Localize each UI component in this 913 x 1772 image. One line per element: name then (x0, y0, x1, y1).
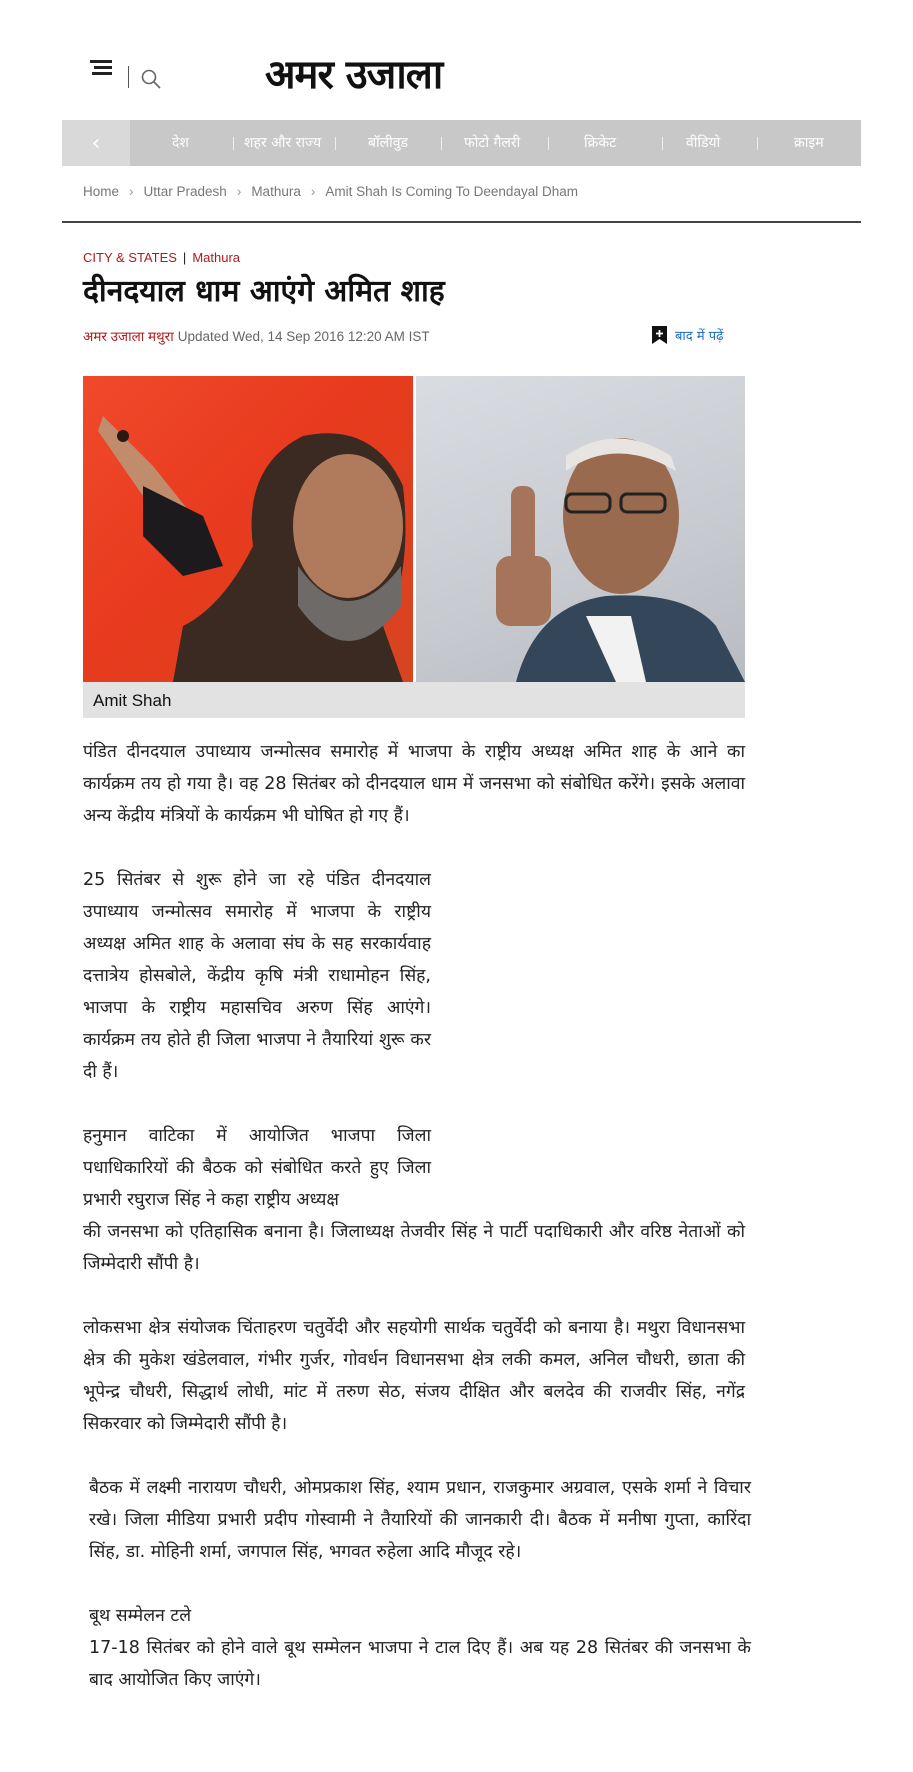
image-left-photo (83, 376, 413, 682)
subcategory-link[interactable]: Mathura (192, 250, 241, 265)
site-header (0, 0, 913, 120)
breadcrumb-separator: › (236, 184, 242, 199)
breadcrumb-city[interactable]: Mathura (251, 184, 301, 199)
article-byline (83, 327, 430, 345)
breadcrumb-state[interactable]: Uttar Pradesh (143, 184, 227, 199)
image-right-photo (416, 376, 745, 682)
header-divider (128, 66, 129, 88)
breadcrumb-current: Amit Shah Is Coming To Deendayal Dham (325, 184, 578, 199)
article-source[interactable]: अमर उजाला मथुरा (83, 329, 174, 344)
image-caption-text: Amit Shah (93, 691, 172, 710)
read-later-label: बाद में पढ़ें (675, 329, 724, 344)
nav-item-photo-gallery[interactable]: फोटो गैलरी (464, 135, 521, 151)
nav-separator (548, 137, 549, 150)
category-nav (62, 120, 861, 166)
bookmark-icon (652, 326, 667, 344)
article-paragraph: हनुमान वाटिका में आयोजित भाजपा जिला पधाधिकारियों की बैठक को संबोधित करते हुए जिला प्रभारी रघुराज सिंह ने कहा राष्ट्रीय अध्यक्ष (83, 1126, 431, 1210)
article-paragraph: लोकसभा क्षेत्र संयोजक चिंताहरण चतुर्वेदी और सहयोगी सार्थक चतुर्वेदी को बनाया है। मथुरा विधानसभा क्षेत्र की मुकेश खंडेलवाल, गंभीर गुर्जर, गोवर्धन विधानसभा क्षेत्र लकी कमल, अनिल चौधरी, छाता की भूपेन्द्र चौधरी, सिद्धार्थ लोधी, मांट में तरुण सेठ, संजय दीक्षित और बलदेव की राजवीर सिंह, नगेंद्र सिकरवार को जिम्मेदारी सौंपी है। (83, 1318, 745, 1434)
article-paragraph: 25 सितंबर से शुरू होने जा रहे पंडित दीनदयाल उपाध्याय जन्मोत्सव समारोह में भाजपा के राष्ट्रीय अध्यक्ष अमित शाह के अलावा संघ के सह सरकार्यवाह दत्तात्रेय होसबोले, केंद्रीय कृषि मंत्री राधामोहन सिंह, भाजपा के राष्ट्रीय महासचिव अरुण सिंह आएंगे। कार्यक्रम तय होते ही जिला भाजपा ने तैयारियां शुरू कर दी हैं। (83, 870, 431, 1082)
image-caption (83, 682, 745, 718)
category-separator: | (182, 250, 187, 265)
article-paragraph: की जनसभा को एतिहासिक बनाना है। जिलाध्यक्ष तेजवीर सिंह ने पार्टी पदाधिकारी और वरिष्ठ नेताओं को जिम्मेदारी सौंपी है। (83, 1222, 745, 1274)
nav-separator (662, 137, 663, 150)
article-title: दीनदयाल धाम आएंगे अमित शाह (83, 274, 445, 309)
nav-separator (233, 137, 234, 150)
nav-item-city-state[interactable]: शहर और राज्य (244, 135, 322, 151)
menu-icon[interactable] (90, 60, 112, 80)
nav-separator (441, 137, 442, 150)
nav-item-cricket[interactable]: क्रिकेट (584, 135, 617, 151)
breadcrumb-divider (62, 221, 861, 223)
search-icon[interactable] (140, 68, 162, 90)
article-category (83, 250, 240, 265)
article-paragraph: 17-18 सितंबर को होने वाले बूथ सम्मेलन भाजपा ने टाल दिए हैं। अब यह 28 सितंबर की जनसभा के बाद आयोजित किए जाएंगे। (89, 1638, 751, 1690)
site-logo[interactable]: अमर उजाला (265, 51, 443, 98)
nav-separator (757, 137, 758, 150)
article-updated: Updated Wed, 14 Sep 2016 12:20 AM IST (177, 329, 430, 344)
nav-item-bollywood[interactable]: बॉलीवुड (368, 135, 409, 151)
breadcrumb (83, 184, 578, 199)
nav-separator (335, 137, 336, 150)
nav-item-desh[interactable]: देश (172, 135, 189, 151)
category-link[interactable]: CITY & STATES (83, 250, 177, 265)
article-image (83, 376, 745, 682)
nav-item-video[interactable]: वीडियो (686, 135, 721, 151)
nav-item-crime[interactable]: क्राइम (794, 135, 824, 151)
article-paragraph: पंडित दीनदयाल उपाध्याय जन्मोत्सव समारोह में भाजपा के राष्ट्रीय अध्यक्ष अमित शाह के आने का कार्यक्रम तय हो गया है। वह 28 सितंबर को दीनदयाल धाम में जनसभा को संबोधित करेंगे। इसके अलावा अन्य केंद्रीय मंत्रियों के कार्यक्रम भी घोषित हो गए हैं। (83, 742, 745, 826)
breadcrumb-home[interactable]: Home (83, 184, 120, 199)
read-later-button[interactable] (652, 326, 723, 344)
chevron-left-icon[interactable]: ‹ (62, 120, 130, 166)
article-subheading: बूथ सम्मेलन टले (89, 1606, 192, 1626)
breadcrumb-separator: › (310, 184, 316, 199)
breadcrumb-separator: › (129, 184, 134, 199)
article-paragraph: बैठक में लक्ष्मी नारायण चौधरी, ओमप्रकाश सिंह, श्याम प्रधान, राजकुमार अग्रवाल, एसके शर्मा ने विचार रखे। जिला मीडिया प्रभारी प्रदीप गोस्वामी ने तैयारियों की जानकारी दी। बैठक में मनीषा गुप्ता, कारिंदा सिंह, डा. मोहिनी शर्मा, जगपाल सिंह, भगवत रुहेला आदि मौजूद रहे। (89, 1478, 751, 1562)
